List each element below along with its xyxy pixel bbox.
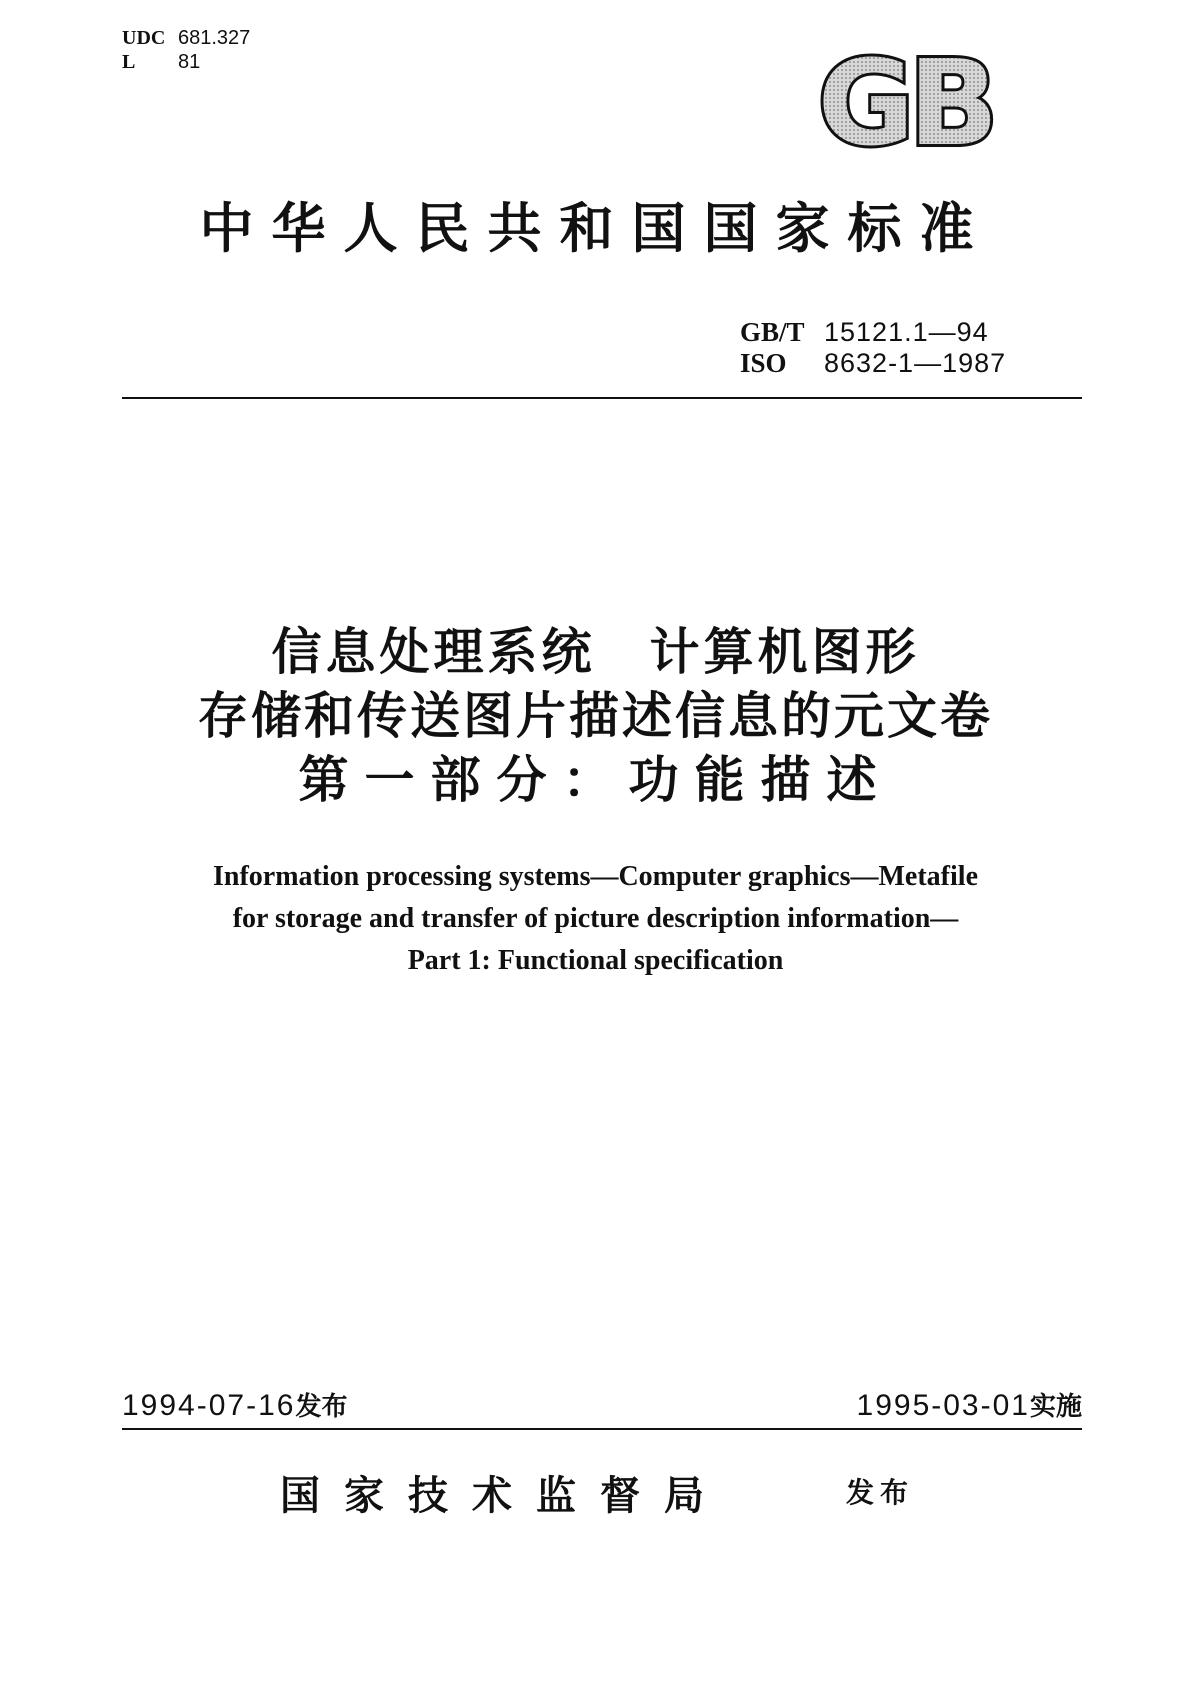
title-chinese xyxy=(0,620,1191,812)
class-line xyxy=(122,50,250,74)
gb-code-line xyxy=(740,317,1006,348)
issuing-authority: 国家技术监督局 xyxy=(280,1472,728,1519)
udc-line xyxy=(122,26,250,50)
title-zh-line-3: 第一部分：功能描述 xyxy=(298,751,893,809)
title-english xyxy=(0,856,1191,982)
udc-value: 681.327 xyxy=(178,27,251,49)
standard-type-heading: 中华人民共和国国家标准 xyxy=(199,196,992,260)
issue-word: 发布 xyxy=(295,1392,348,1422)
udc-block xyxy=(122,26,250,74)
effective-date: 1995-03-01 xyxy=(856,1389,1030,1422)
class-value: 81 xyxy=(178,51,201,73)
effective-word: 实施 xyxy=(1029,1392,1082,1422)
effective-date-block xyxy=(857,1386,1082,1423)
title-en-line-1: Information processing systems—Computer graphics—Metafile xyxy=(212,861,978,892)
title-en-line-2: for storage and transfer of picture description information— xyxy=(232,903,959,934)
gb-code: 15121.1—94 xyxy=(824,317,989,347)
gb-label: GB/T xyxy=(740,317,805,347)
title-zh-line-1: 信息处理系统 计算机图形 xyxy=(271,623,920,681)
iso-code: 8632-1—1987 xyxy=(824,348,1007,378)
class-label: L xyxy=(122,51,136,73)
issue-date-block xyxy=(122,1386,347,1423)
standard-codes xyxy=(740,317,1006,379)
dates-row xyxy=(122,1386,1082,1426)
issue-date: 1994-07-16 xyxy=(122,1389,296,1422)
title-en-line-3: Part 1: Functional specification xyxy=(407,945,784,976)
top-divider xyxy=(122,397,1082,399)
gb-logo-text: GB xyxy=(817,48,993,156)
udc-label: UDC xyxy=(122,27,166,49)
iso-code-line xyxy=(740,348,1006,379)
iso-label: ISO xyxy=(740,348,787,378)
gb-logo xyxy=(800,48,1010,156)
title-zh-line-2: 存储和传送图片描述信息的元文卷 xyxy=(198,687,993,745)
issued-label: 发布 xyxy=(846,1476,915,1509)
bottom-divider xyxy=(122,1428,1082,1430)
